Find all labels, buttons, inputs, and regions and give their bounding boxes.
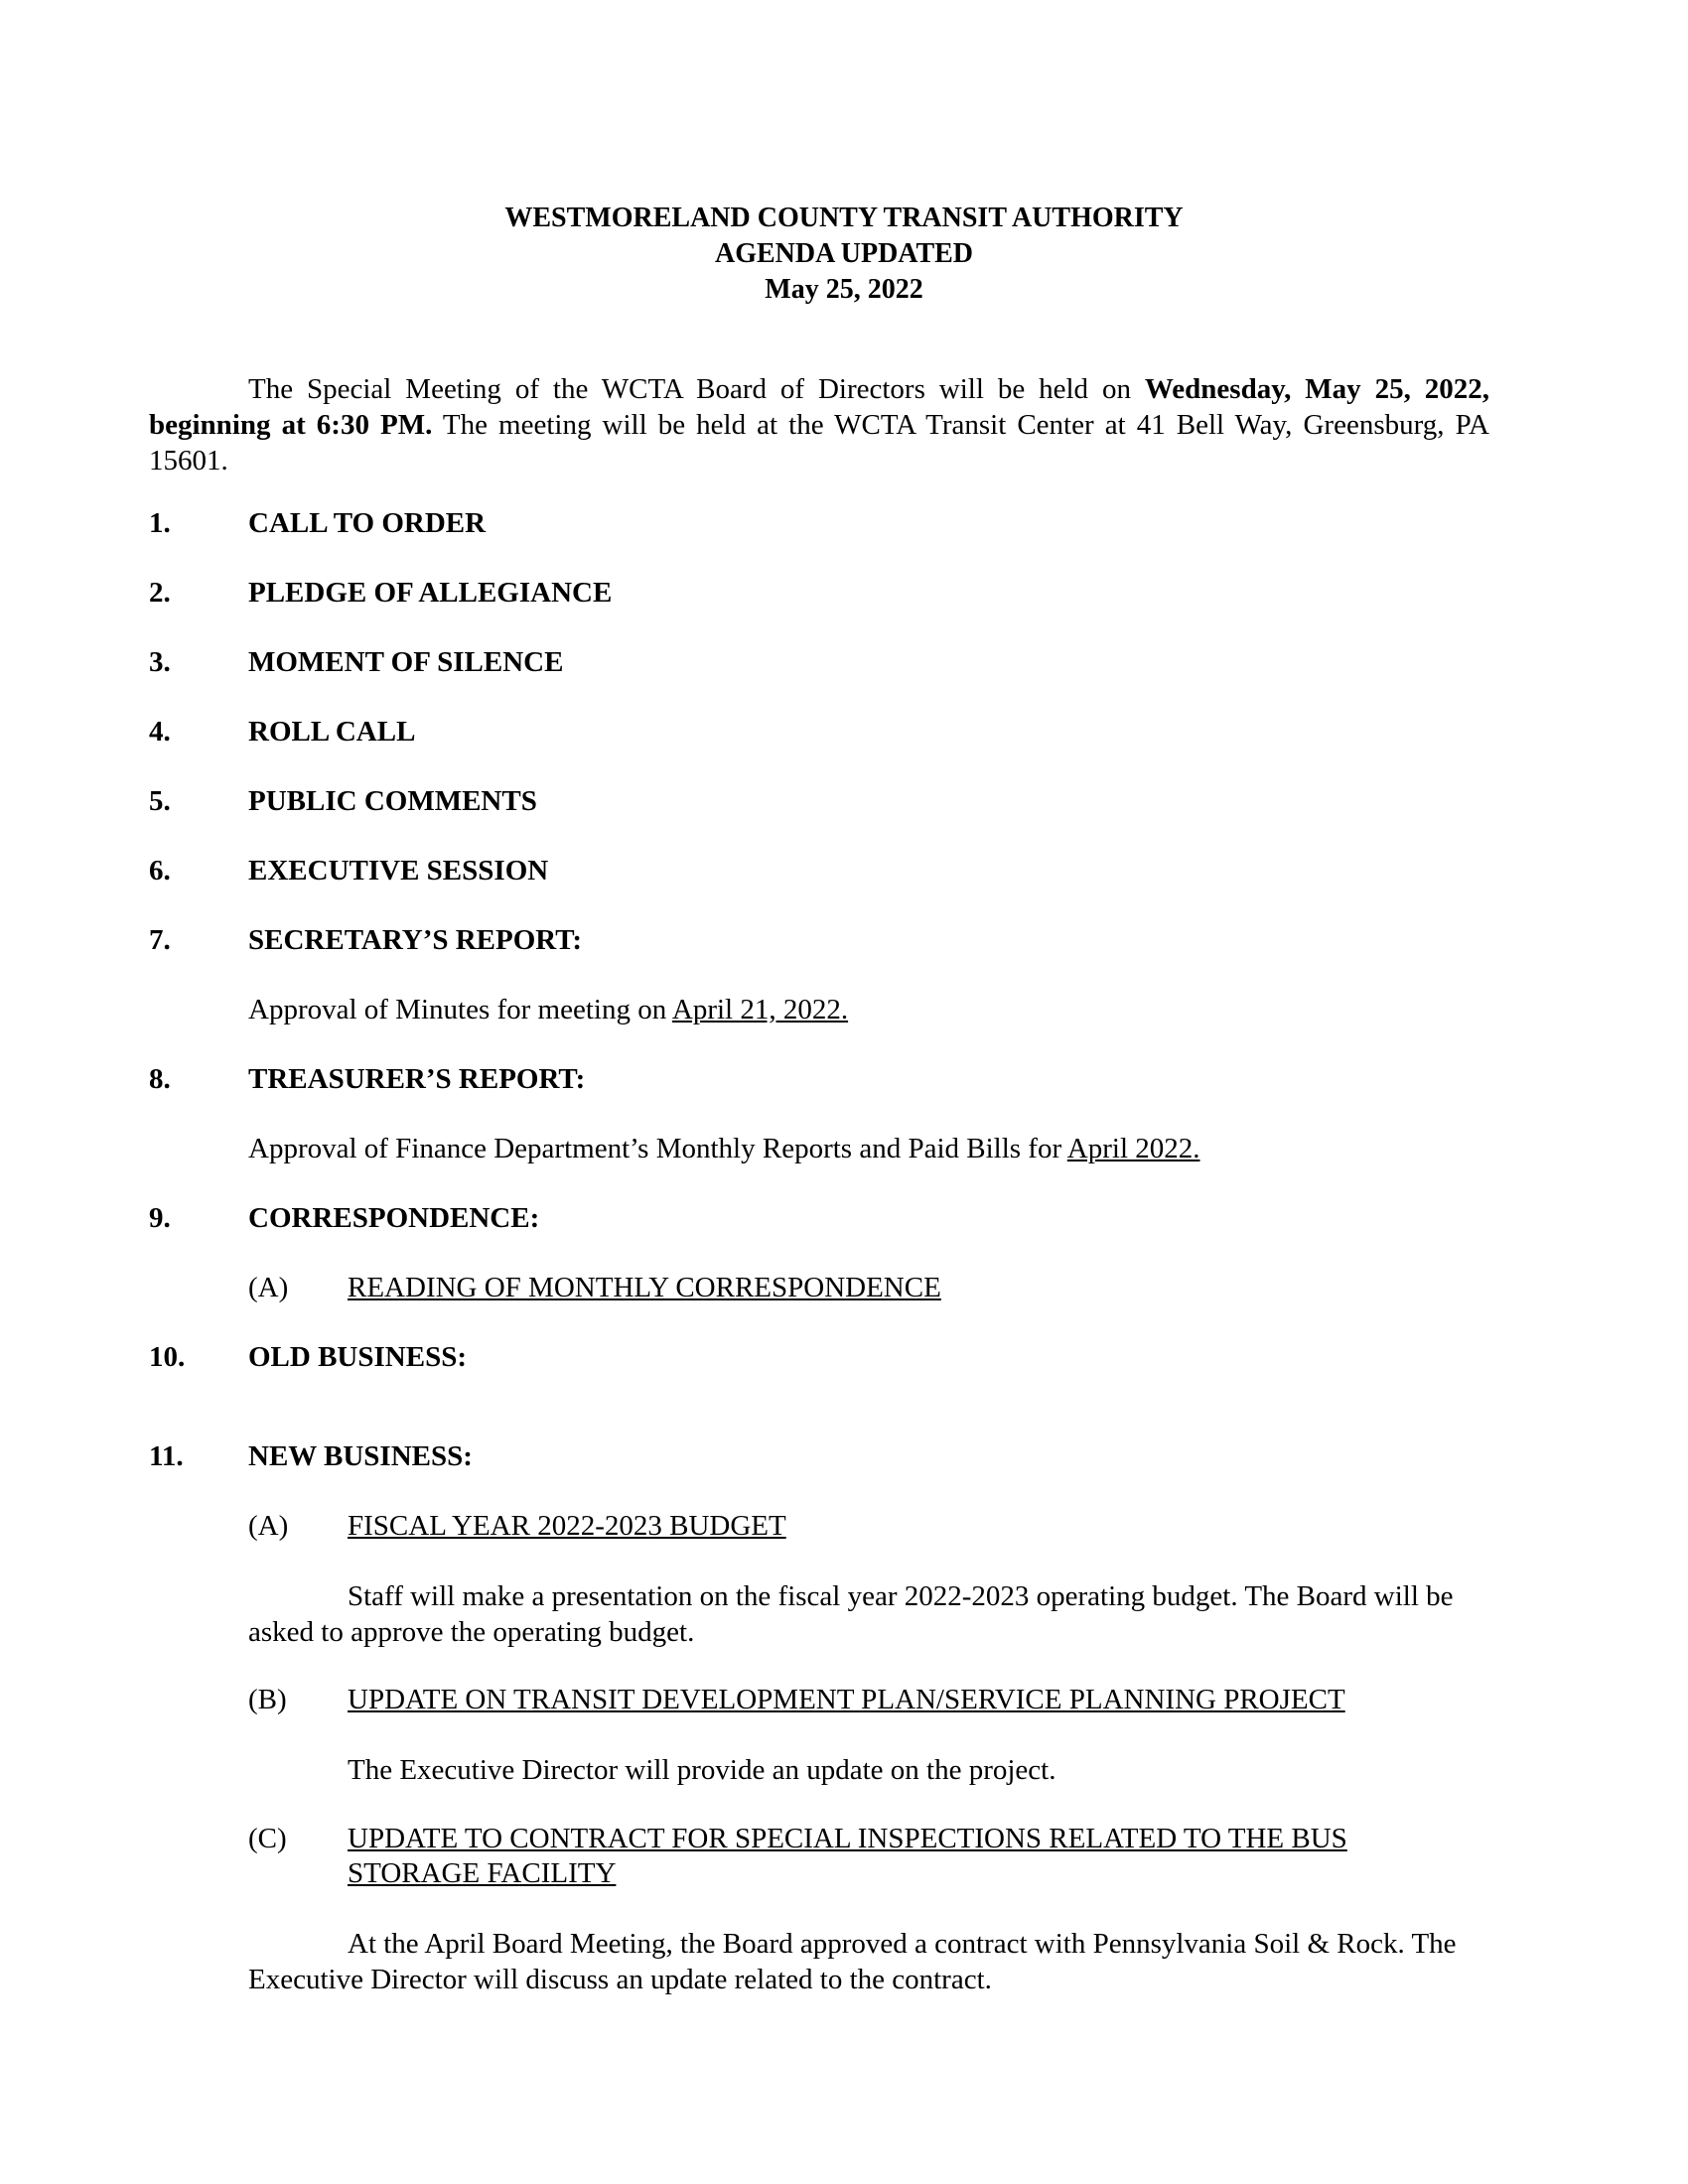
subitem-description: [248, 1578, 1489, 1650]
document-header: [0, 201, 1688, 308]
subitem-description: [248, 1752, 1489, 1788]
item-number: 4.: [149, 716, 171, 748]
intro-paragraph: [149, 371, 1489, 478]
item-number: 10.: [149, 1341, 186, 1373]
item-number: 7.: [149, 924, 171, 956]
item-title: TREASURER’S REPORT:: [248, 1063, 586, 1095]
item-title: CALL TO ORDER: [248, 507, 487, 539]
item-number: 8.: [149, 1063, 171, 1095]
item-title: MOMENT OF SILENCE: [248, 646, 564, 678]
item-number: 2.: [149, 577, 171, 609]
document-date: May 25, 2022: [765, 274, 923, 305]
treasurer-report-detail: [248, 1132, 1200, 1166]
intro-meeting-time: Wednesday, May 25, 2022, beginning at 6:30 PM.: [149, 373, 1489, 441]
item-number: 3.: [149, 646, 171, 678]
subitem-letter: (A): [248, 1272, 289, 1303]
item-title: SECRETARY’S REPORT:: [248, 924, 583, 956]
intro-text-2: The meeting will be held at the WCTA Transit Center at 41 Bell Way, Greensburg, PA 15601.: [149, 409, 1489, 477]
secretary-report-detail: [248, 993, 848, 1027]
treasurer-date: April 2022.: [1066, 1133, 1200, 1164]
treasurer-text: Approval of Finance Department’s Monthly Reports and Paid Bills for: [248, 1133, 1067, 1164]
item-title: PLEDGE OF ALLEGIANCE: [248, 577, 613, 609]
item-title: OLD BUSINESS:: [248, 1341, 467, 1373]
secretary-text: Approval of Minutes for meeting on: [248, 994, 672, 1025]
item-title: PUBLIC COMMENTS: [248, 785, 537, 817]
subitem-body-text: Staff will make a presentation on the fiscal year 2022-2023 operating budget. The Board will be asked to approve the operating budget.: [248, 1580, 1454, 1648]
subitem-title-line-2: STORAGE FACILITY: [348, 1857, 617, 1889]
subitem-body-text: The Executive Director will provide an update on the project.: [348, 1754, 1056, 1786]
secretary-date: April 21, 2022.: [671, 994, 849, 1025]
subitem-title: FISCAL YEAR 2022-2023 BUDGET: [348, 1510, 786, 1542]
subitem-letter: (A): [248, 1510, 289, 1542]
subitem-description: [248, 1926, 1489, 1997]
subitem-title: READING OF MONTHLY CORRESPONDENCE: [348, 1272, 941, 1303]
item-title: ROLL CALL: [248, 716, 416, 748]
subitem-title: UPDATE ON TRANSIT DEVELOPMENT PLAN/SERVICE PLANNING PROJECT: [348, 1684, 1345, 1715]
item-number: 5.: [149, 785, 171, 817]
subitem-letter: (B): [248, 1684, 287, 1715]
item-number: 6.: [149, 855, 171, 887]
item-title: EXECUTIVE SESSION: [248, 855, 549, 887]
item-title: NEW BUSINESS:: [248, 1440, 473, 1472]
item-title: CORRESPONDENCE:: [248, 1202, 540, 1234]
item-number: 9.: [149, 1202, 171, 1234]
intro-text-1: The Special Meeting of the WCTA Board of Directors will be held on: [248, 373, 1145, 405]
subitem-title-line-1: UPDATE TO CONTRACT FOR SPECIAL INSPECTIONS RELATED TO THE BUS: [348, 1823, 1347, 1854]
organization-name: WESTMORELAND COUNTY TRANSIT AUTHORITY: [504, 203, 1184, 233]
subitem-body-text: At the April Board Meeting, the Board approved a contract with Pennsylvania Soil & Rock. The Executive Director will discuss an update related to the contract.: [248, 1928, 1457, 1995]
item-number: 1.: [149, 507, 171, 539]
subitem-letter: (C): [248, 1823, 287, 1854]
document-title: AGENDA UPDATED: [714, 238, 974, 269]
item-number: 11.: [149, 1440, 184, 1472]
